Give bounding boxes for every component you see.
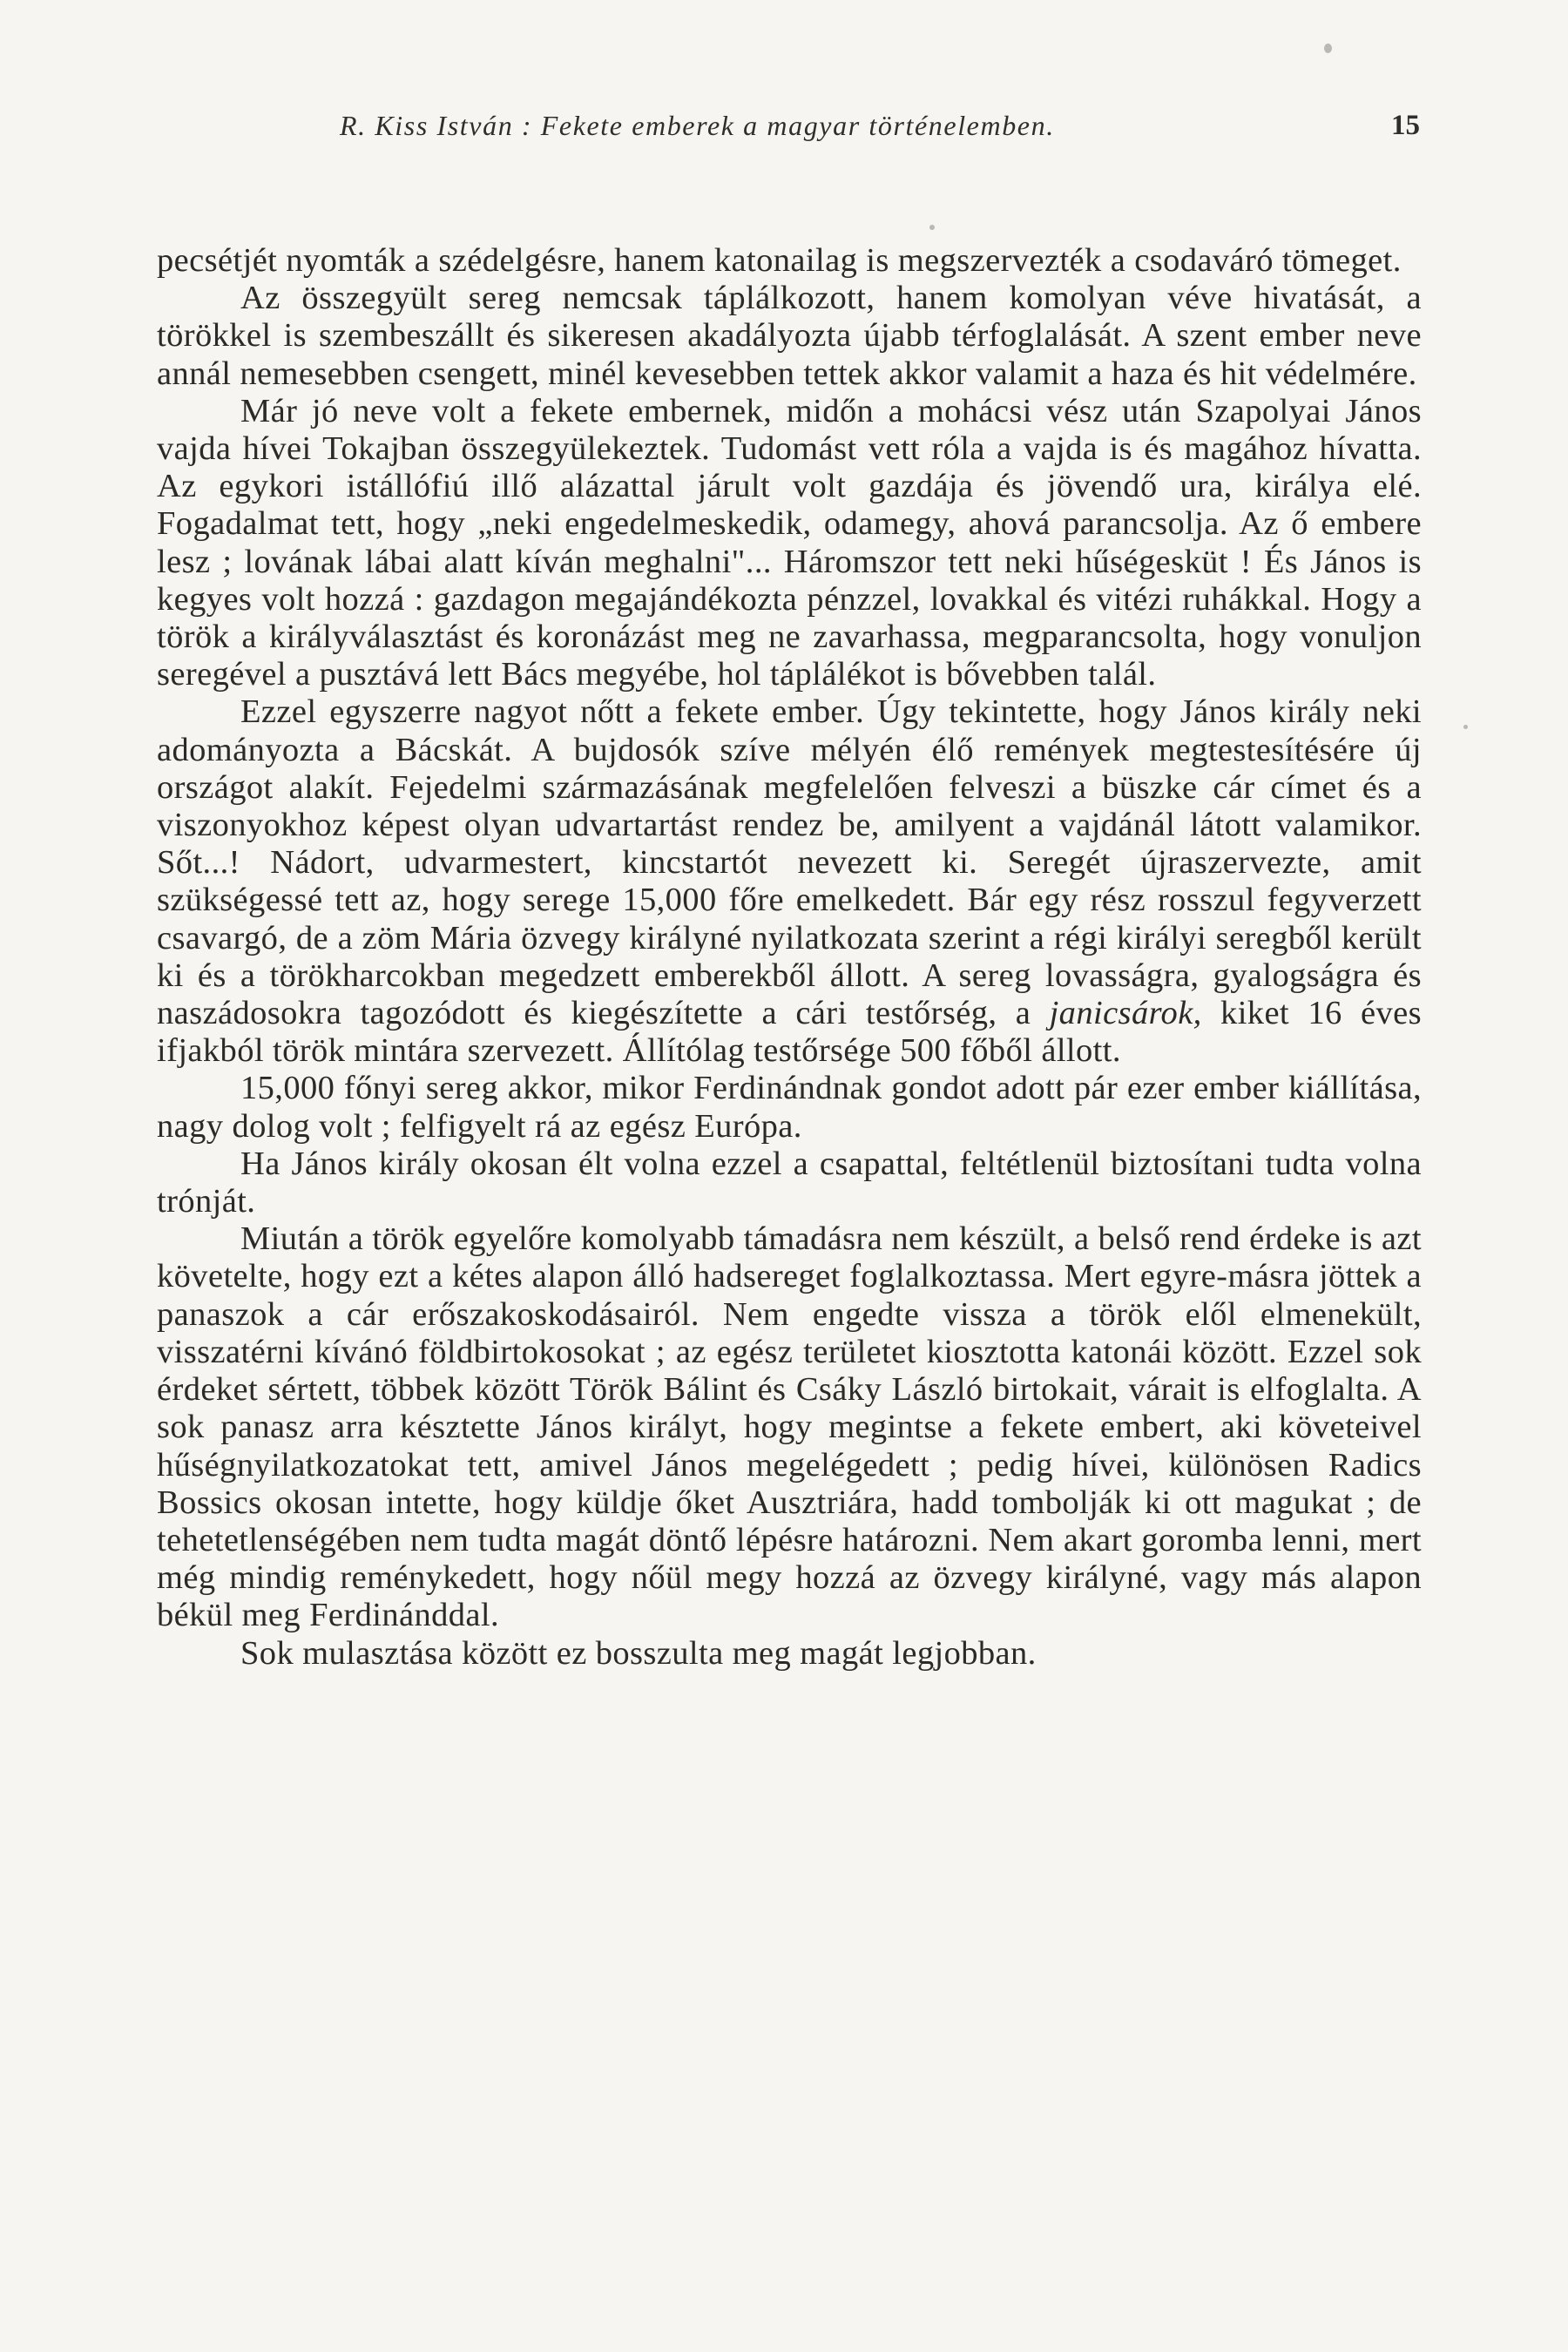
paragraph-text: Sok mulasztása között ez bosszulta meg magát legjobban.	[240, 1634, 1037, 1672]
paragraph	[157, 280, 1422, 393]
paragraph-text: Ha János király okosan élt volna ezzel a csapattal, feltétlenül biztosítani tudta volna trónját.	[157, 1145, 1422, 1220]
paragraph-text: kiket 16 éves ifjakból török mintára szervezett. Állítólag testőrsége 500 főből állott.	[157, 995, 1422, 1070]
paragraph	[157, 242, 1422, 280]
paragraph-text: 15,000 főnyi sereg akkor, mikor Ferdinándnak gondot adott pár ezer ember kiállítása, nagy dolog volt ; felfigyelt rá az egész Európa.	[157, 1070, 1422, 1145]
paragraph	[157, 1146, 1422, 1220]
paragraph-text: Ezzel egyszerre nagyot nőtt a fekete ember. Úgy tekintette, hogy János király neki adományozta a Bácskát. A bujdosók szíve mélyén élő remények megtestesítésére új országot alakít. Fejedelmi származásának megfelelően felveszi a büszke cár címet és a viszonyokhoz képest olyan udvartartást rendez be, amilyent a vajdánál látott valamikor. Sőt...! Nádort, udvarmestert, kincstartót nevezett ki. Seregét újraszervezte, amit szükségessé tett az, hogy serege 15,000 főre emelkedett. Bár egy rész rosszul fegyverzett csavargó, de a zöm Mária özvegy királyné nyilatkozata szerint a régi királyi seregből került ki és a törökharcokban megedzett emberekből állott. A sereg lovasságra, gyalogságra és naszádosokra tagozódott és kiegészítette a cári testőrség, a	[157, 693, 1422, 1032]
running-title: R. Kiss István : Fekete emberek a magyar történelemben.	[340, 110, 1055, 141]
paragraph	[157, 393, 1422, 694]
paragraph	[157, 1070, 1422, 1145]
paragraph-text: Az összegyült sereg nemcsak táplálkozott, hanem komolyan véve hivatását, a törökkel is szembeszállt és sikeresen akadályozta újabb térfoglalását. A szent ember neve annál nemesebben csengett, minél kevesebben tettek akkor valamit a haza és hit védelmére.	[157, 280, 1422, 392]
paragraph	[157, 693, 1422, 1070]
body-text	[157, 242, 1422, 1673]
paragraph	[157, 1220, 1422, 1634]
scan-speck	[929, 225, 935, 230]
page-header	[340, 110, 1420, 162]
scan-speck	[1324, 44, 1332, 53]
paragraph	[157, 1635, 1422, 1673]
paragraph-text: Már jó neve volt a fekete embernek, midőn a mohácsi vész után Szapolyai János vajda hívei Tokajban összegyülekeztek. Tudomást vett róla a vajda is és magához hívatta. Az egykori istállófiú illő alázattal járult volt gazdája és jövendő ura, királya elé. Fogadalmat tett, hogy „neki engedelmeskedik, odamegy, ahová parancsolja. Az ő embere lesz ; lovának lábai alatt kíván meghalni"... Háromszor tett neki hűségesküt ! És János is kegyes volt hozzá : gazdagon megajándékozta pénzzel, lovakkal és vitézi ruhákkal. Hogy a török a királyválasztást és koronázást meg ne zavarhassa, megparancsolta, hogy vonuljon seregével a pusztává lett Bács megyébe, hol táplálékot is bővebben talál.	[157, 392, 1422, 693]
italic-term: janicsárok,	[1049, 995, 1202, 1032]
paragraph-text: pecsétjét nyomták a szédelgésre, hanem katonailag is megszervezték a csodaváró tömeget.	[157, 242, 1402, 279]
paragraph-text: Miután a török egyelőre komolyabb támadásra nem készült, a belső rend érdeke is azt követelte, hogy ezt a kétes alapon álló hadsereget foglalkoztassa. Mert egyre-másra jöttek a panaszok a cár erőszakoskodásairól. Nem engedte vissza a török elől elmenekült, visszatérni kívánó földbirtokosokat ; az egész területet kiosztotta katonái között. Ezzel sok érdeket sértett, többek között Török Bálint és Csáky László birtokait, várait is elfoglalta. A sok panasz arra késztette János királyt, hogy megintse a fekete embert, aki követeivel hűségnyilatkozatokat tett, amivel János megelégedett ; pedig hívei, különösen Radics Bossics okosan intette, hogy küldje őket Ausztriára, hadd tombolják ki ott magukat ; de tehetetlenségében nem tudta magát döntő lépésre határozni. Nem akart goromba lenni, mert még mindig reménykedett, hogy nőül megy hozzá az özvegy királyné, vagy más alapon békül meg Ferdinánddal.	[157, 1220, 1422, 1634]
scan-speck	[1463, 725, 1468, 729]
page-number: 15	[1391, 110, 1420, 141]
